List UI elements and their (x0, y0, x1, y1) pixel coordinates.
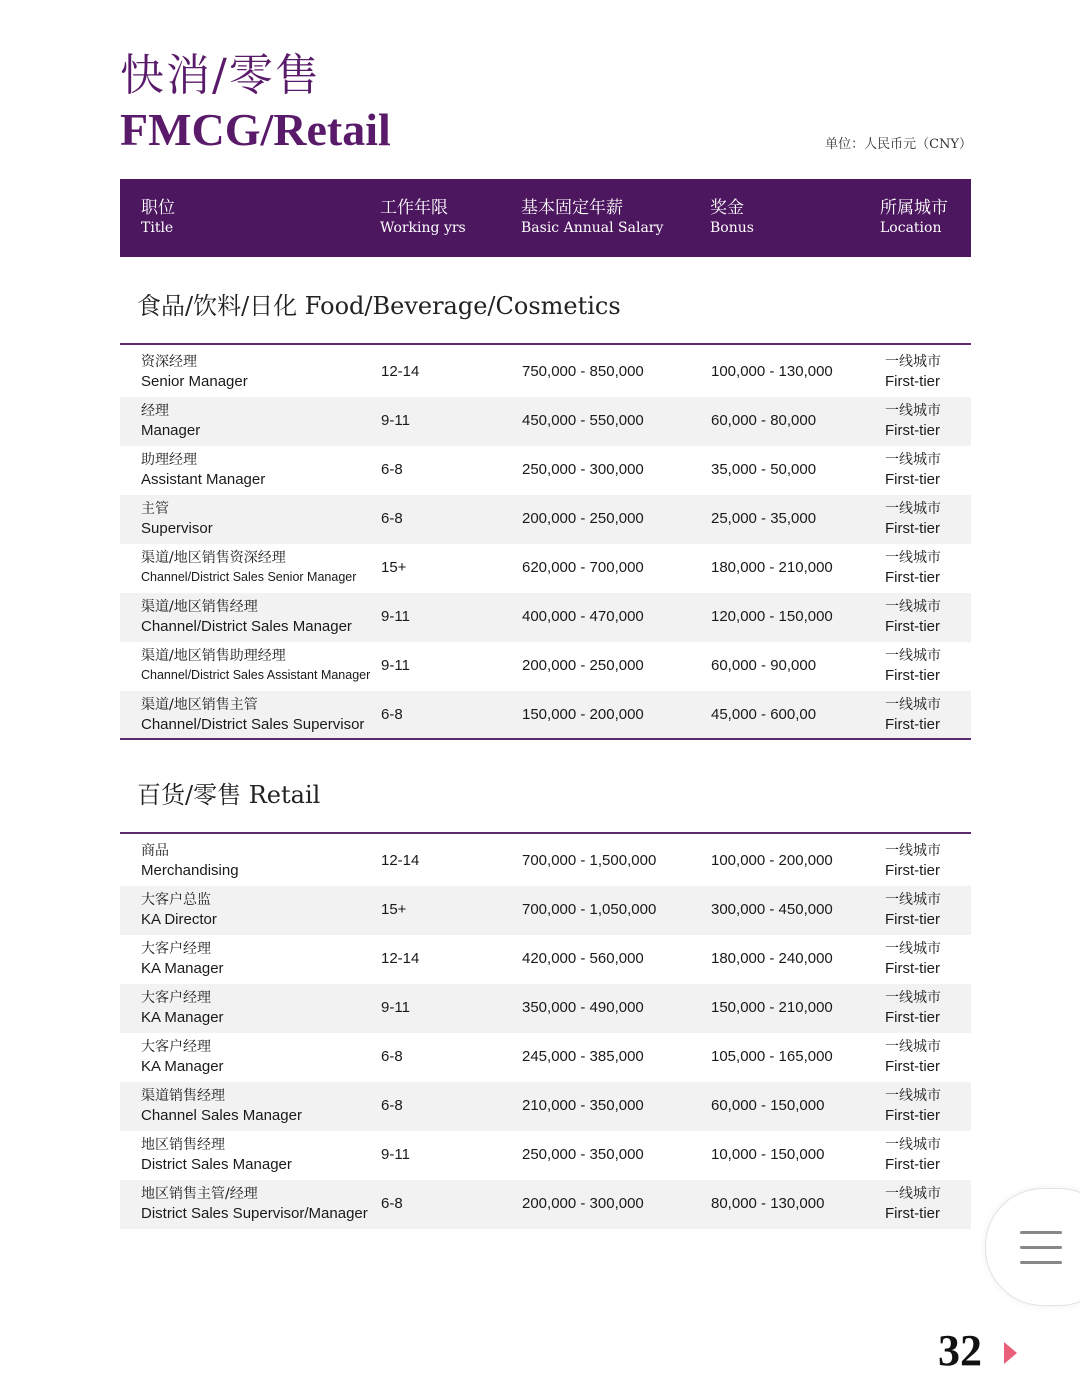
job-title-cn: 渠道/地区销售助理经理 (141, 648, 286, 664)
table-row (120, 495, 971, 544)
bonus: 80,000 - 130,000 (711, 1195, 825, 1212)
job-title-cn: 主管 (141, 501, 169, 517)
location-cn: 一线城市 (885, 403, 941, 419)
table-row (120, 1131, 971, 1180)
job-title-cn: 地区销售经理 (141, 1137, 225, 1153)
annual-salary: 620,000 - 700,000 (522, 559, 644, 576)
working-years: 6-8 (381, 510, 403, 527)
job-title-en: Supervisor (141, 520, 213, 537)
location (885, 451, 941, 489)
working-years: 9-11 (381, 999, 410, 1016)
job-title-en: KA Manager (141, 960, 224, 977)
annual-salary: 250,000 - 300,000 (522, 461, 644, 478)
job-title (141, 499, 213, 538)
menu-icon-line (1020, 1261, 1062, 1264)
bonus: 60,000 - 80,000 (711, 412, 817, 429)
job-title-cn: 资深经理 (141, 354, 197, 370)
working-years: 6-8 (381, 1097, 403, 1114)
job-title (141, 450, 265, 489)
column-header-working-yrs: 工作年限 Working yrs (380, 198, 466, 236)
working-years: 6-8 (381, 461, 403, 478)
location-cn: 一线城市 (885, 1137, 941, 1153)
table-row (120, 397, 971, 446)
job-title-cn: 经理 (141, 403, 169, 419)
location-cn: 一线城市 (885, 648, 941, 664)
location-en: First-tier (885, 960, 940, 977)
annual-salary: 700,000 - 1,050,000 (522, 901, 657, 918)
bonus: 35,000 - 50,000 (711, 461, 817, 478)
location-en: First-tier (885, 716, 940, 733)
table-row (120, 984, 971, 1033)
next-page-arrow-icon[interactable] (1004, 1342, 1017, 1364)
location (885, 1136, 941, 1174)
bonus: 60,000 - 90,000 (711, 657, 817, 674)
location-cn: 一线城市 (885, 452, 941, 468)
location-cn: 一线城市 (885, 1186, 941, 1202)
job-title-en: Channel Sales Manager (141, 1107, 302, 1124)
location-cn: 一线城市 (885, 843, 941, 859)
bonus: 45,000 - 600,00 (711, 706, 817, 723)
page-number: 32 (938, 1326, 982, 1375)
job-title-cn: 大客户经理 (141, 1039, 211, 1055)
annual-salary: 350,000 - 490,000 (522, 999, 644, 1016)
table-row (120, 691, 971, 740)
column-header-bonus: 奖金 Bonus (710, 198, 754, 236)
table-row (120, 1033, 971, 1082)
bonus: 100,000 - 200,000 (711, 852, 833, 869)
location-cn: 一线城市 (885, 697, 941, 713)
job-title-en: KA Director (141, 911, 217, 928)
working-years: 12-14 (381, 363, 420, 380)
annual-salary: 750,000 - 850,000 (522, 363, 644, 380)
job-title (141, 939, 224, 978)
location-en: First-tier (885, 618, 940, 635)
section-bottom-divider (120, 738, 971, 740)
bonus: 180,000 - 240,000 (711, 950, 833, 967)
section-divider (120, 832, 971, 834)
job-title-en: District Sales Supervisor/Manager (141, 1205, 368, 1222)
working-years: 12-14 (381, 852, 420, 869)
table-row (120, 1082, 971, 1131)
column-header-title: 职位 Title (141, 198, 175, 236)
annual-salary: 700,000 - 1,500,000 (522, 852, 657, 869)
menu-button[interactable] (985, 1188, 1080, 1306)
location-cn: 一线城市 (885, 501, 941, 517)
table-row (120, 544, 971, 593)
job-title-en: District Sales Manager (141, 1156, 292, 1173)
job-title-en: Channel/District Sales Senior Manager (141, 570, 357, 584)
location (885, 989, 941, 1027)
bonus: 120,000 - 150,000 (711, 608, 833, 625)
menu-icon-line (1020, 1246, 1062, 1249)
bonus: 150,000 - 210,000 (711, 999, 833, 1016)
location (885, 696, 941, 734)
location-en: First-tier (885, 569, 940, 586)
job-title (141, 646, 370, 685)
working-years: 9-11 (381, 608, 410, 625)
table-header-bar (120, 179, 971, 257)
location (885, 940, 941, 978)
location-en: First-tier (885, 1107, 940, 1124)
job-title (141, 597, 352, 636)
working-years: 9-11 (381, 1146, 410, 1163)
working-years: 12-14 (381, 950, 420, 967)
location (885, 598, 941, 636)
annual-salary: 450,000 - 550,000 (522, 412, 644, 429)
location (885, 891, 941, 929)
section-divider (120, 343, 971, 345)
column-header-salary: 基本固定年薪 Basic Annual Salary (521, 198, 664, 236)
annual-salary: 200,000 - 250,000 (522, 510, 644, 527)
location-en: First-tier (885, 667, 940, 684)
location (885, 1185, 941, 1223)
location-en: First-tier (885, 1058, 940, 1075)
job-title-en: Channel/District Sales Assistant Manager (141, 668, 371, 682)
annual-salary: 400,000 - 470,000 (522, 608, 644, 625)
annual-salary: 420,000 - 560,000 (522, 950, 644, 967)
location-en: First-tier (885, 862, 940, 879)
location-cn: 一线城市 (885, 550, 941, 566)
column-header-location: 所属城市 Location (880, 198, 948, 236)
job-title-en: Merchandising (141, 862, 239, 879)
working-years: 6-8 (381, 1195, 403, 1212)
job-title (141, 1037, 224, 1076)
working-years: 9-11 (381, 412, 410, 429)
job-title (141, 988, 224, 1027)
job-title (141, 1135, 292, 1174)
location (885, 402, 941, 440)
bonus: 105,000 - 165,000 (711, 1048, 833, 1065)
currency-unit-note: 单位：人民币元（CNY） (825, 137, 972, 152)
job-title-cn: 大客户经理 (141, 990, 211, 1006)
location-en: First-tier (885, 520, 940, 537)
bonus: 300,000 - 450,000 (711, 901, 833, 918)
location (885, 842, 941, 880)
page-title-en: FMCG/Retail (120, 104, 391, 155)
job-title (141, 1184, 368, 1223)
job-title-en: Assistant Manager (141, 471, 266, 488)
bonus: 25,000 - 35,000 (711, 510, 817, 527)
job-title (141, 352, 248, 391)
job-title-en: Senior Manager (141, 373, 248, 390)
location-cn: 一线城市 (885, 892, 941, 908)
location-cn: 一线城市 (885, 354, 941, 370)
page-title-cn: 快消/零售 (120, 50, 321, 101)
working-years: 15+ (381, 559, 407, 576)
working-years: 9-11 (381, 657, 410, 674)
location (885, 549, 941, 587)
bonus: 100,000 - 130,000 (711, 363, 833, 380)
section-title: 食品/饮料/日化 Food/Beverage/Cosmetics (137, 292, 621, 320)
job-title-cn: 助理经理 (141, 452, 197, 468)
job-title-cn: 渠道/地区销售主管 (141, 697, 258, 713)
bonus: 180,000 - 210,000 (711, 559, 833, 576)
annual-salary: 245,000 - 385,000 (522, 1048, 644, 1065)
section-title: 百货/零售 Retail (137, 781, 321, 809)
table-row (120, 446, 971, 495)
annual-salary: 150,000 - 200,000 (522, 706, 644, 723)
job-title-en: KA Manager (141, 1058, 224, 1075)
job-title (141, 890, 217, 929)
job-title-en: KA Manager (141, 1009, 224, 1026)
table-row (120, 642, 971, 691)
job-title-cn: 渠道/地区销售资深经理 (141, 550, 286, 566)
location-en: First-tier (885, 422, 940, 439)
location (885, 353, 941, 391)
table-row (120, 837, 971, 886)
annual-salary: 210,000 - 350,000 (522, 1097, 644, 1114)
job-title-cn: 大客户总监 (141, 892, 211, 908)
annual-salary: 200,000 - 250,000 (522, 657, 644, 674)
job-title (141, 695, 364, 734)
job-title-cn: 渠道/地区销售经理 (141, 599, 258, 615)
job-title-en: Channel/District Sales Supervisor (141, 716, 365, 733)
annual-salary: 200,000 - 300,000 (522, 1195, 644, 1212)
working-years: 15+ (381, 901, 407, 918)
location-en: First-tier (885, 471, 940, 488)
job-title-cn: 商品 (141, 843, 169, 859)
location-cn: 一线城市 (885, 1088, 941, 1104)
location (885, 647, 941, 685)
job-title-en: Manager (141, 422, 201, 439)
location (885, 500, 941, 538)
table-row (120, 886, 971, 935)
table-row (120, 935, 971, 984)
annual-salary: 250,000 - 350,000 (522, 1146, 644, 1163)
location-cn: 一线城市 (885, 1039, 941, 1055)
location-en: First-tier (885, 1205, 940, 1222)
location-en: First-tier (885, 1009, 940, 1026)
job-title (141, 841, 239, 880)
table-row (120, 1180, 971, 1229)
location-cn: 一线城市 (885, 599, 941, 615)
menu-icon-line (1020, 1231, 1062, 1234)
location (885, 1087, 941, 1125)
location-en: First-tier (885, 1156, 940, 1173)
job-title-cn: 渠道销售经理 (141, 1088, 225, 1104)
bonus: 10,000 - 150,000 (711, 1146, 825, 1163)
working-years: 6-8 (381, 706, 403, 723)
location (885, 1038, 941, 1076)
job-title (141, 1086, 302, 1125)
job-title (141, 401, 200, 440)
table-row (120, 348, 971, 397)
table-row (120, 593, 971, 642)
location-en: First-tier (885, 911, 940, 928)
location-cn: 一线城市 (885, 941, 941, 957)
working-years: 6-8 (381, 1048, 403, 1065)
job-title (141, 548, 356, 587)
job-title-cn: 地区销售主管/经理 (141, 1186, 258, 1202)
bonus: 60,000 - 150,000 (711, 1097, 825, 1114)
job-title-en: Channel/District Sales Manager (141, 618, 352, 635)
location-cn: 一线城市 (885, 990, 941, 1006)
job-title-cn: 大客户经理 (141, 941, 211, 957)
location-en: First-tier (885, 373, 940, 390)
